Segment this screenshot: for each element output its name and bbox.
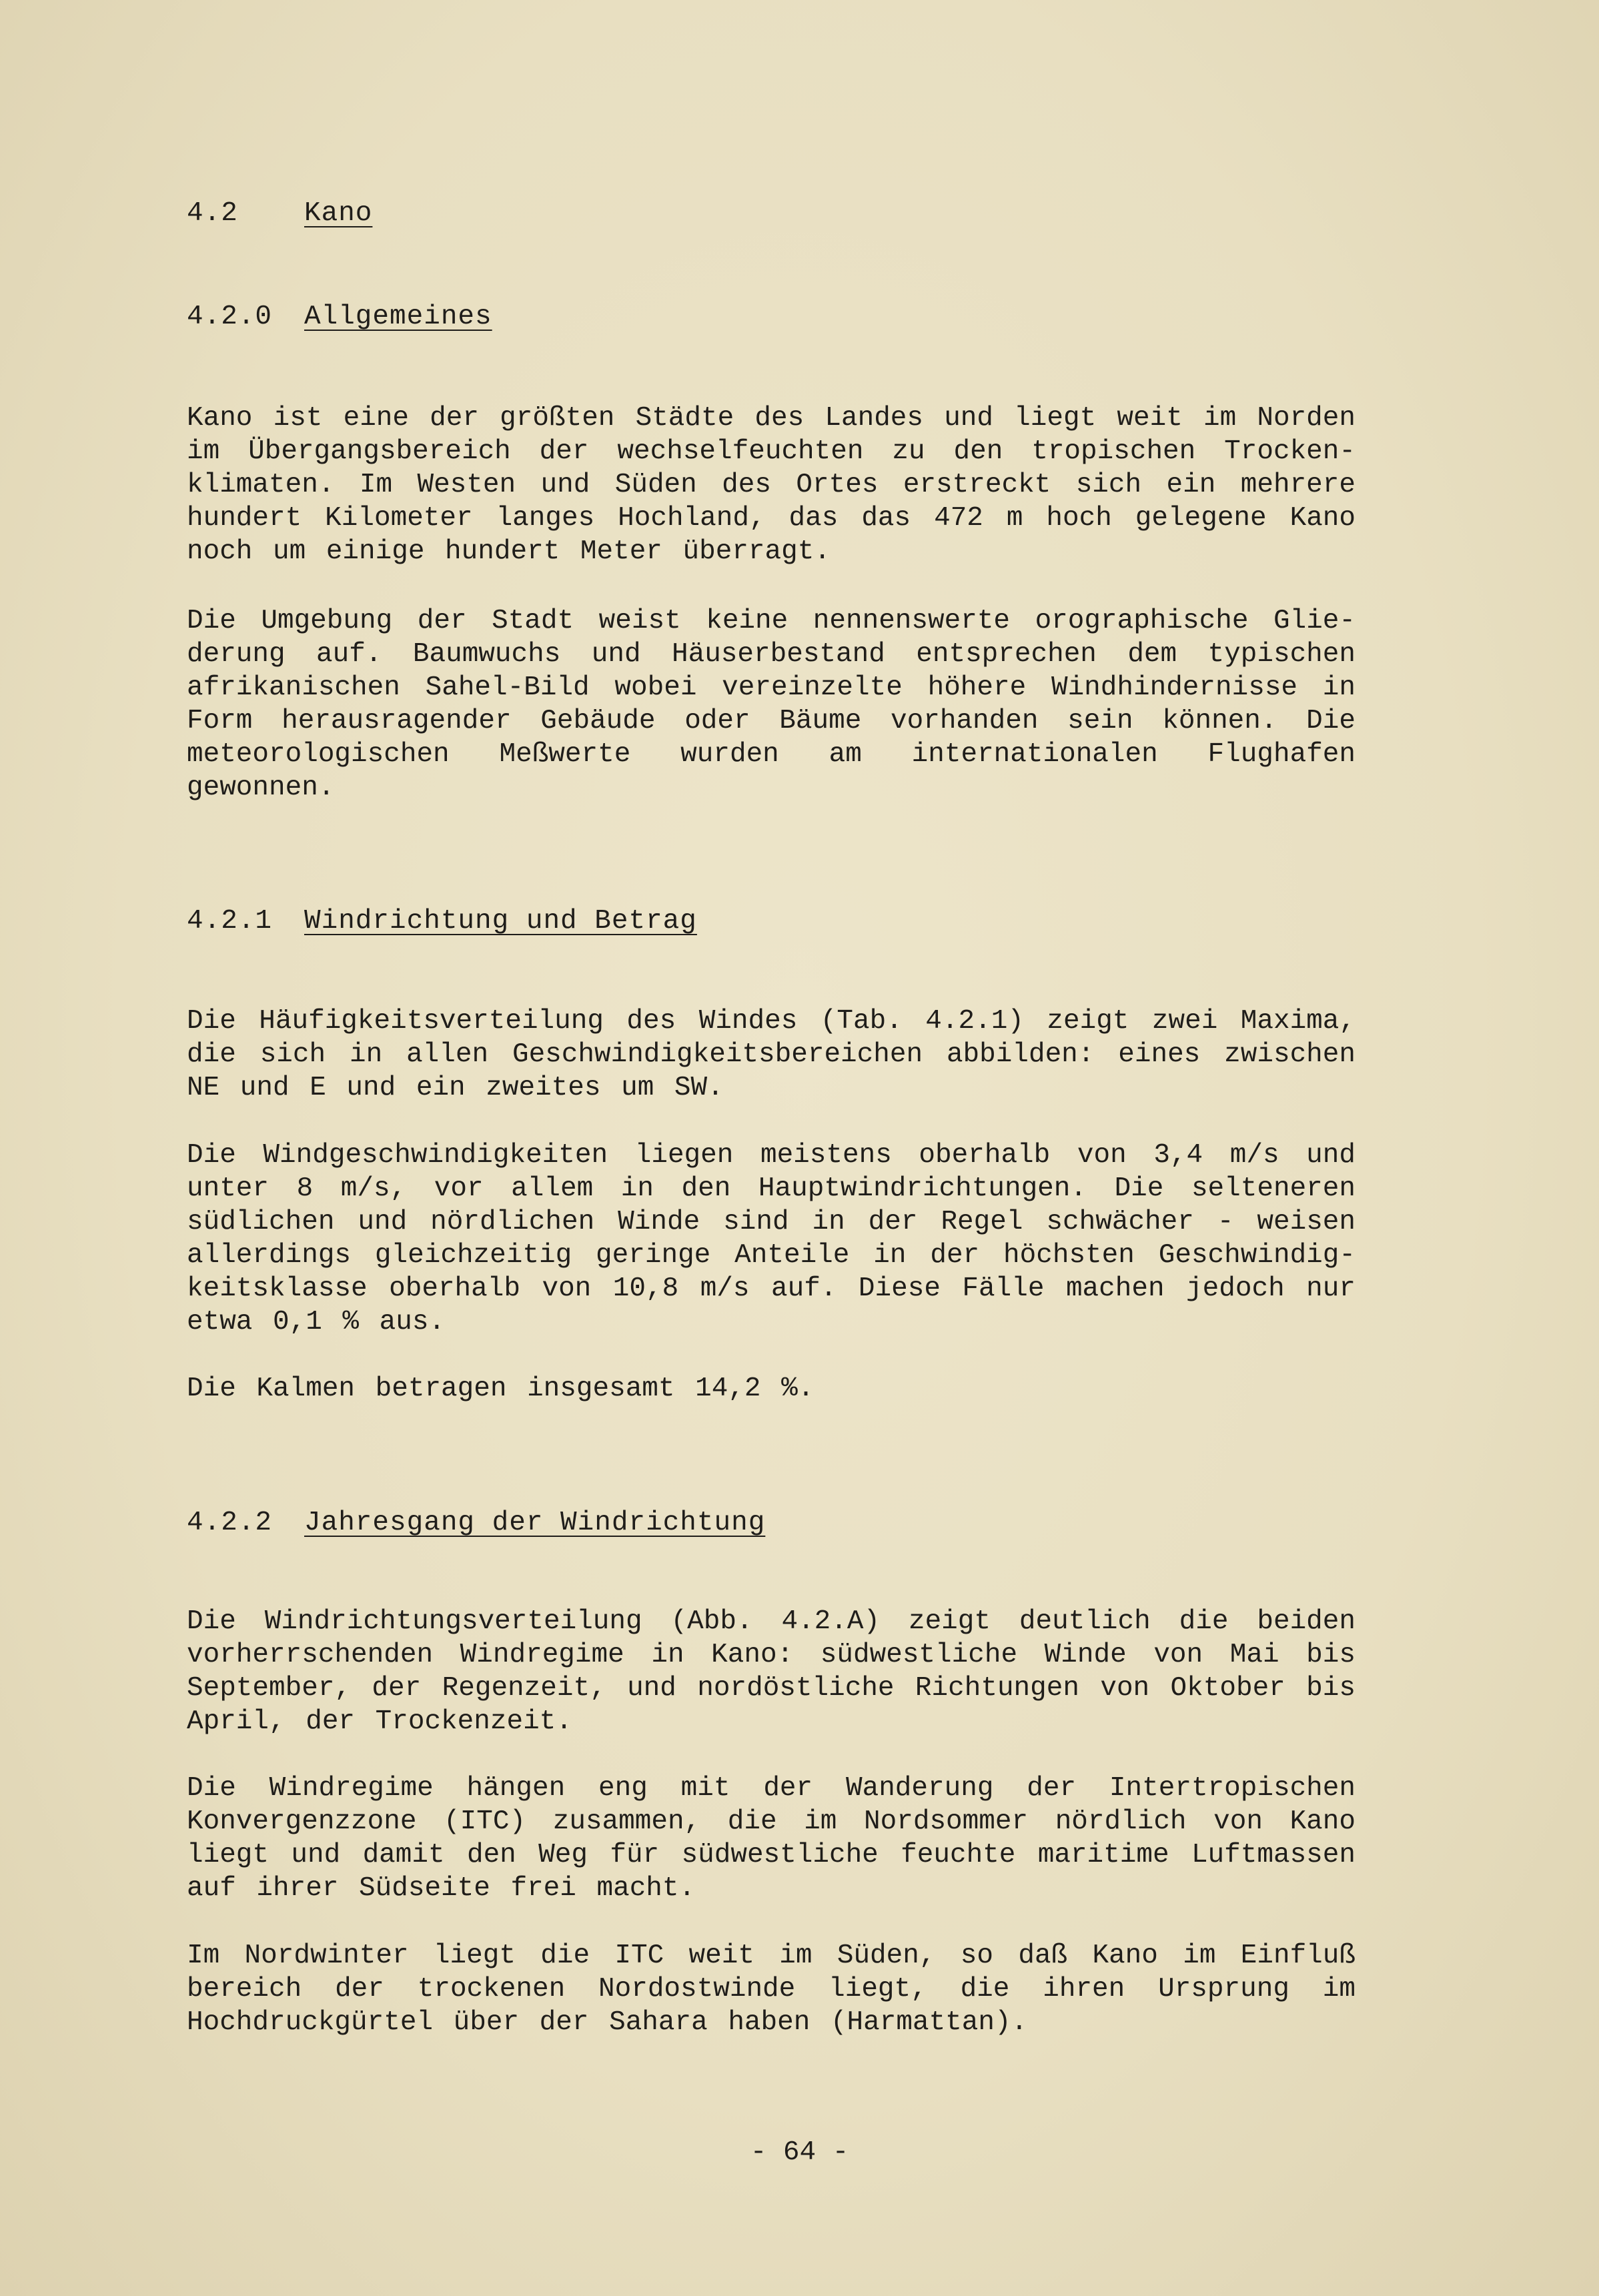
paragraph-surroundings [187,604,1356,804]
text-line: Konvergenzzone (ITC) zusammen, die im Nordsommer nördlich von Kano [187,1806,1356,1837]
section-heading-4-2 [187,197,372,230]
text-line: Hochdruckgürtel über der Sahara haben (Harmattan). [187,2007,1028,2038]
section-title: Kano [304,198,373,229]
text-line: etwa 0,1 % aus. [187,1307,446,1337]
text-line: unter 8 m/s, vor allem in den Hauptwindrichtungen. Die selteneren [187,1173,1356,1204]
text-line: vorherrschenden Windregime in Kano: südwestliche Winde von Mai bis [187,1640,1356,1670]
text-line: Die Häufigkeitsverteilung des Windes (Tab. 4.2.1) zeigt zwei Maxima, [187,1006,1356,1037]
text-line: Die Umgebung der Stadt weist keine nennenswerte orographische Glie- [187,606,1356,636]
text-line: klimaten. Im Westen und Süden des Ortes erstreckt sich ein mehrere [187,470,1356,500]
text-line: Die Windregime hängen eng mit der Wanderung der Intertropischen [187,1773,1356,1804]
paragraph-wind-speeds [187,1139,1356,1339]
text-line: südlichen und nördlichen Winde sind in der Regel schwächer - weisen [187,1207,1356,1237]
text-line: die sich in allen Geschwindigkeitsbereichen abbilden: eines zwischen [187,1039,1356,1070]
paragraph-kano-intro [187,402,1356,568]
text-line: bereich der trockenen Nordostwinde liegt, die ihren Ursprung im [187,1974,1356,2004]
text-line: meteorologischen Meßwerte wurden am internationalen Flughafen [187,739,1356,770]
text-line: auf ihrer Südseite frei macht. [187,1873,696,1904]
text-line: gewonnen. [187,772,335,803]
text-line: Im Nordwinter liegt die ITC weit im Süden, so daß Kano im Einfluß [187,1940,1356,1971]
paragraph-harmattan [187,1939,1356,2039]
paragraph-itc [187,1772,1356,1905]
text-line: Die Kalmen betragen insgesamt 14,2 %. [187,1373,815,1404]
text-line: NE und E und ein zweites um SW. [187,1073,724,1103]
paragraph-calms [187,1372,1356,1405]
paragraph-wind-direction-distribution [187,1605,1356,1738]
text-line: liegt und damit den Weg für südwestliche feuchte maritime Luftmassen [187,1840,1356,1870]
text-line: keitsklasse oberhalb von 10,8 m/s auf. Diese Fälle machen jedoch nur [187,1273,1356,1304]
text-line: derung auf. Baumwuchs und Häuserbestand entsprechen dem typischen [187,639,1356,670]
text-line: Die Windgeschwindigkeiten liegen meistens oberhalb von 3,4 m/s und [187,1140,1356,1171]
text-line: September, der Regenzeit, und nordöstliche Richtungen von Oktober bis [187,1673,1356,1704]
text-line: April, der Trockenzeit. [187,1706,572,1737]
section-title: Allgemeines [304,302,492,332]
text-line: Kano ist eine der größten Städte des Landes und liegt weit im Norden [187,403,1356,434]
text-line: Die Windrichtungsverteilung (Abb. 4.2.A) zeigt deutlich die beiden [187,1606,1356,1637]
section-number: 4.2.0 [187,302,273,332]
section-heading-4-2-2 [187,1506,765,1540]
text-line: Form herausragender Gebäude oder Bäume vorhanden sein können. Die [187,706,1356,736]
text-line: allerdings gleichzeitig geringe Anteile in der höchsten Geschwindig- [187,1240,1356,1271]
text-line: im Übergangsbereich der wechselfeuchten zu den tropischen Trocken- [187,436,1356,467]
page-number: - 64 - [750,2137,849,2168]
section-heading-4-2-1 [187,905,697,938]
text-line: hundert Kilometer langes Hochland, das das 472 m hoch gelegene Kano [187,503,1356,534]
section-heading-4-2-0 [187,300,492,334]
section-title: Jahresgang der Windrichtung [304,1508,766,1538]
section-number: 4.2.1 [187,906,273,937]
text-line: noch um einige hundert Meter überragt. [187,536,831,567]
section-number: 4.2 [187,198,238,229]
paragraph-frequency-distribution [187,1005,1356,1105]
section-title: Windrichtung und Betrag [304,906,697,937]
section-number: 4.2.2 [187,1508,273,1538]
text-line: afrikanischen Sahel-Bild wobei vereinzelte höhere Windhindernisse in [187,672,1356,703]
